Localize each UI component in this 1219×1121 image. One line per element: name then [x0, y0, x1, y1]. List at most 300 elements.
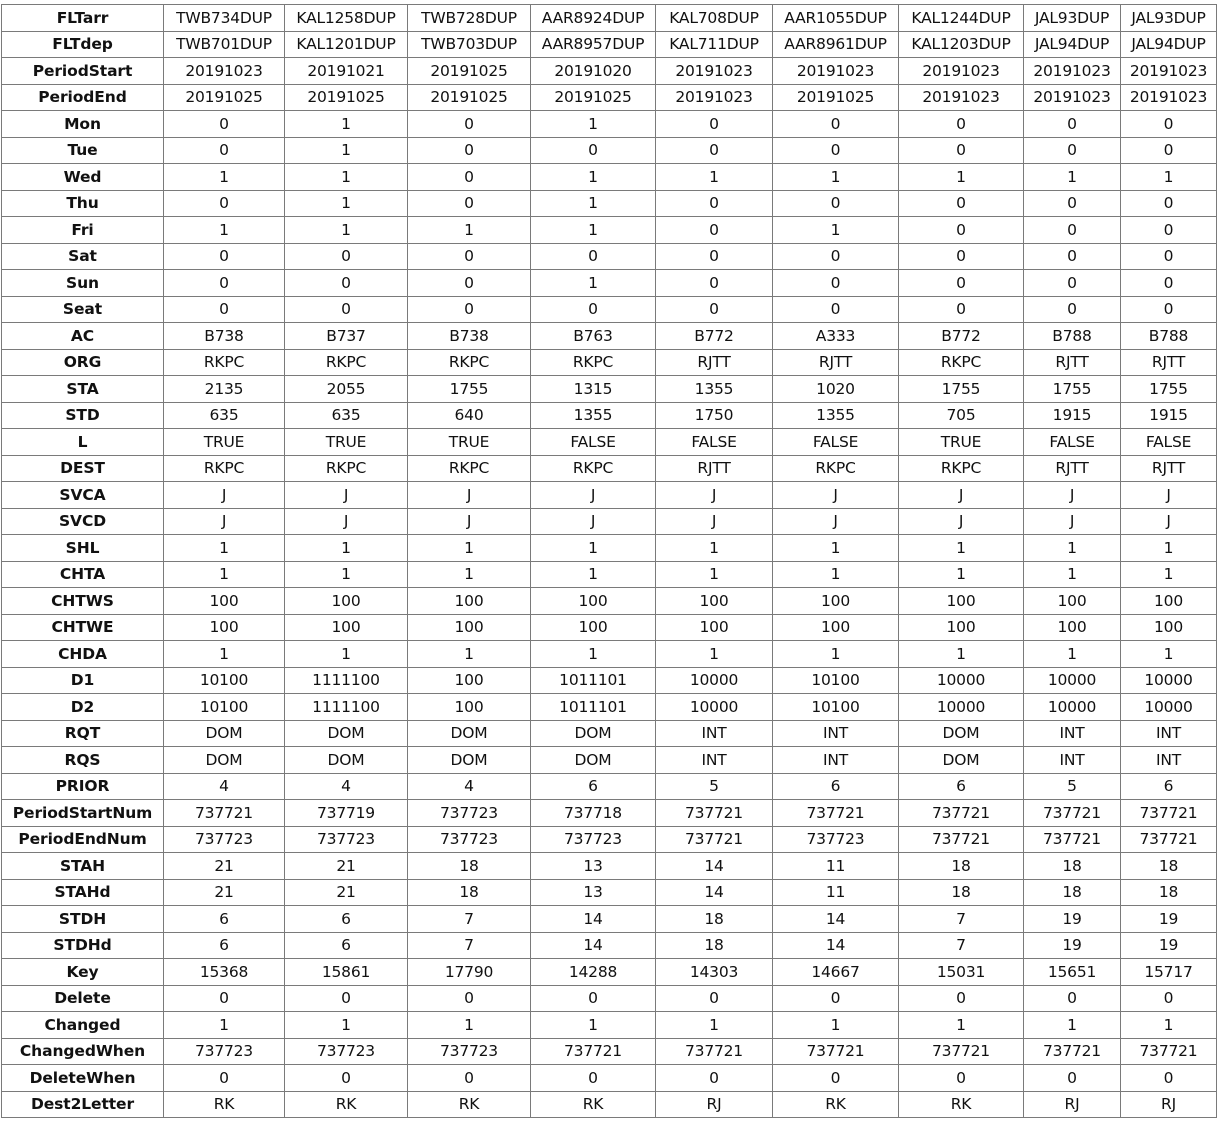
- table-cell: 100: [531, 588, 656, 615]
- table-cell: 14: [531, 906, 656, 933]
- table-cell: 0: [531, 243, 656, 270]
- table-cell: 1: [408, 1012, 531, 1039]
- table-cell: 1: [656, 561, 773, 588]
- table-cell: 1355: [773, 402, 899, 429]
- table-cell: 737721: [531, 1038, 656, 1065]
- table-cell: 20191023: [656, 58, 773, 85]
- table-cell: J: [1024, 482, 1121, 509]
- table-cell: TWB701DUP: [164, 31, 285, 58]
- table-cell: 7: [899, 932, 1024, 959]
- table-cell: 1: [531, 535, 656, 562]
- table-cell: 0: [1121, 243, 1217, 270]
- table-cell: 1: [164, 217, 285, 244]
- table-row: [2, 137, 1217, 164]
- row-header: RQS: [2, 747, 164, 774]
- table-cell: 6: [164, 906, 285, 933]
- table-cell: 100: [1024, 614, 1121, 641]
- row-header: PeriodStart: [2, 58, 164, 85]
- table-cell: 0: [164, 985, 285, 1012]
- table-cell: 10100: [164, 667, 285, 694]
- table-row: [2, 561, 1217, 588]
- table-cell: 100: [408, 667, 531, 694]
- table-cell: 1: [1024, 1012, 1121, 1039]
- table-cell: FALSE: [1024, 429, 1121, 456]
- table-cell: 20191023: [164, 58, 285, 85]
- table-cell: TRUE: [164, 429, 285, 456]
- table-cell: 100: [408, 614, 531, 641]
- table-cell: 19: [1121, 932, 1217, 959]
- table-cell: 1355: [531, 402, 656, 429]
- table-cell: 1: [408, 217, 531, 244]
- row-header: PeriodEnd: [2, 84, 164, 111]
- table-cell: 7: [408, 906, 531, 933]
- table-row: [2, 535, 1217, 562]
- row-header: SHL: [2, 535, 164, 562]
- table-row: [2, 31, 1217, 58]
- table-cell: INT: [1121, 720, 1217, 747]
- table-cell: 737723: [164, 1038, 285, 1065]
- table-cell: 1: [899, 535, 1024, 562]
- table-cell: 100: [899, 588, 1024, 615]
- table-cell: B788: [1121, 323, 1217, 350]
- table-cell: 15651: [1024, 959, 1121, 986]
- table-cell: A333: [773, 323, 899, 350]
- table-cell: 21: [285, 879, 408, 906]
- table-row: [2, 296, 1217, 323]
- table-row: [2, 879, 1217, 906]
- table-row: [2, 164, 1217, 191]
- table-row: [2, 5, 1217, 32]
- table-cell: 100: [656, 614, 773, 641]
- row-header: FLTarr: [2, 5, 164, 32]
- table-cell: 0: [1024, 243, 1121, 270]
- table-cell: RK: [531, 1091, 656, 1118]
- table-cell: 1: [164, 561, 285, 588]
- table-cell: 737721: [1121, 1038, 1217, 1065]
- table-cell: 0: [408, 111, 531, 138]
- table-row: [2, 747, 1217, 774]
- table-cell: RKPC: [285, 349, 408, 376]
- table-cell: J: [285, 508, 408, 535]
- table-cell: 10000: [1121, 694, 1217, 721]
- table-cell: TRUE: [285, 429, 408, 456]
- table-cell: DOM: [531, 720, 656, 747]
- table-cell: 1: [285, 641, 408, 668]
- table-cell: 1: [899, 561, 1024, 588]
- table-cell: 1: [773, 641, 899, 668]
- table-cell: 13: [531, 853, 656, 880]
- table-cell: J: [164, 482, 285, 509]
- table-cell: 1011101: [531, 667, 656, 694]
- table-cell: B737: [285, 323, 408, 350]
- table-cell: DOM: [285, 747, 408, 774]
- table-cell: 14: [773, 932, 899, 959]
- table-cell: 21: [164, 879, 285, 906]
- table-cell: 0: [164, 111, 285, 138]
- table-cell: RKPC: [531, 455, 656, 482]
- table-cell: RKPC: [531, 349, 656, 376]
- row-header: SVCD: [2, 508, 164, 535]
- table-cell: 6: [164, 932, 285, 959]
- table-cell: 737721: [899, 800, 1024, 827]
- table-cell: 0: [899, 296, 1024, 323]
- table-cell: 10000: [1024, 667, 1121, 694]
- table-cell: 1: [164, 641, 285, 668]
- row-header: D2: [2, 694, 164, 721]
- table-cell: 1: [164, 535, 285, 562]
- table-cell: 737723: [408, 826, 531, 853]
- row-header: CHTA: [2, 561, 164, 588]
- table-cell: 18: [1121, 853, 1217, 880]
- table-row: [2, 694, 1217, 721]
- table-cell: 11: [773, 879, 899, 906]
- row-header: Seat: [2, 296, 164, 323]
- table-cell: 20191023: [899, 58, 1024, 85]
- table-cell: 10000: [656, 694, 773, 721]
- table-cell: 5: [1024, 773, 1121, 800]
- row-header: PRIOR: [2, 773, 164, 800]
- table-cell: 737721: [899, 826, 1024, 853]
- table-cell: 100: [285, 614, 408, 641]
- table-cell: 0: [899, 190, 1024, 217]
- table-cell: 0: [773, 985, 899, 1012]
- table-cell: AAR1055DUP: [773, 5, 899, 32]
- table-cell: 10000: [899, 694, 1024, 721]
- table-cell: 15717: [1121, 959, 1217, 986]
- table-cell: RJTT: [1121, 455, 1217, 482]
- table-cell: JAL93DUP: [1121, 5, 1217, 32]
- table-cell: DOM: [408, 720, 531, 747]
- table-row: [2, 1091, 1217, 1118]
- table-cell: 737721: [1024, 800, 1121, 827]
- table-cell: JAL94DUP: [1121, 31, 1217, 58]
- row-header: STAHd: [2, 879, 164, 906]
- table-row: [2, 429, 1217, 456]
- table-cell: 1: [1024, 641, 1121, 668]
- table-cell: 1: [531, 111, 656, 138]
- table-row: [2, 985, 1217, 1012]
- table-cell: AAR8957DUP: [531, 31, 656, 58]
- row-header: Changed: [2, 1012, 164, 1039]
- table-cell: 1: [1121, 535, 1217, 562]
- table-cell: 10100: [773, 694, 899, 721]
- table-cell: 1: [285, 535, 408, 562]
- table-cell: 1: [899, 1012, 1024, 1039]
- table-cell: 0: [531, 137, 656, 164]
- row-header: DEST: [2, 455, 164, 482]
- table-cell: 2135: [164, 376, 285, 403]
- table-cell: 10000: [1024, 694, 1121, 721]
- table-cell: 14: [656, 879, 773, 906]
- table-cell: 0: [1121, 270, 1217, 297]
- row-header: PeriodStartNum: [2, 800, 164, 827]
- table-cell: 1: [1024, 535, 1121, 562]
- table-cell: 14288: [531, 959, 656, 986]
- table-cell: 1: [656, 641, 773, 668]
- table-cell: 1755: [899, 376, 1024, 403]
- table-cell: 1: [531, 270, 656, 297]
- table-cell: 737719: [285, 800, 408, 827]
- row-header: DeleteWhen: [2, 1065, 164, 1092]
- table-cell: 20191025: [773, 84, 899, 111]
- table-cell: DOM: [899, 747, 1024, 774]
- table-cell: 0: [1121, 190, 1217, 217]
- table-row: [2, 1038, 1217, 1065]
- row-header: AC: [2, 323, 164, 350]
- table-cell: 640: [408, 402, 531, 429]
- table-cell: RJTT: [1024, 455, 1121, 482]
- row-header: Wed: [2, 164, 164, 191]
- table-cell: J: [656, 508, 773, 535]
- table-cell: 0: [899, 270, 1024, 297]
- table-cell: 1: [531, 1012, 656, 1039]
- row-header: ChangedWhen: [2, 1038, 164, 1065]
- table-cell: 14: [531, 932, 656, 959]
- table-cell: 100: [773, 614, 899, 641]
- table-cell: 1: [1121, 164, 1217, 191]
- table-cell: INT: [656, 747, 773, 774]
- table-cell: J: [164, 508, 285, 535]
- table-cell: 2055: [285, 376, 408, 403]
- table-row: [2, 455, 1217, 482]
- table-cell: 1915: [1024, 402, 1121, 429]
- table-cell: 10100: [164, 694, 285, 721]
- row-header: Mon: [2, 111, 164, 138]
- table-cell: 0: [1024, 985, 1121, 1012]
- table-cell: 635: [285, 402, 408, 429]
- row-header: Dest2Letter: [2, 1091, 164, 1118]
- table-cell: 0: [531, 1065, 656, 1092]
- table-row: [2, 932, 1217, 959]
- table-cell: 1: [773, 535, 899, 562]
- table-cell: 737721: [1024, 1038, 1121, 1065]
- table-cell: 737721: [656, 1038, 773, 1065]
- table-row: [2, 641, 1217, 668]
- table-cell: RK: [408, 1091, 531, 1118]
- row-header: D1: [2, 667, 164, 694]
- row-header: Sun: [2, 270, 164, 297]
- table-cell: INT: [656, 720, 773, 747]
- table-cell: 1: [408, 561, 531, 588]
- table-cell: 0: [164, 1065, 285, 1092]
- table-cell: RJ: [656, 1091, 773, 1118]
- table-cell: FALSE: [773, 429, 899, 456]
- table-cell: 737721: [1024, 826, 1121, 853]
- table-cell: 0: [1121, 985, 1217, 1012]
- table-cell: DOM: [899, 720, 1024, 747]
- table-cell: 20191023: [1121, 58, 1217, 85]
- table-cell: 20191025: [164, 84, 285, 111]
- table-cell: 737723: [164, 826, 285, 853]
- table-cell: 100: [773, 588, 899, 615]
- table-cell: 1: [408, 535, 531, 562]
- table-cell: 100: [285, 588, 408, 615]
- table-cell: 14667: [773, 959, 899, 986]
- table-cell: 20191023: [1121, 84, 1217, 111]
- row-header: CHDA: [2, 641, 164, 668]
- table-cell: 0: [164, 296, 285, 323]
- table-row: [2, 773, 1217, 800]
- table-cell: 20191023: [899, 84, 1024, 111]
- table-cell: 6: [285, 932, 408, 959]
- table-cell: 1915: [1121, 402, 1217, 429]
- table-cell: 10000: [899, 667, 1024, 694]
- flight-schedule-table: [1, 4, 1217, 1118]
- flight-schedule-table-container: [1, 4, 1217, 1118]
- table-cell: 1: [1121, 1012, 1217, 1039]
- table-cell: 6: [1121, 773, 1217, 800]
- table-cell: RKPC: [285, 455, 408, 482]
- table-cell: 0: [164, 137, 285, 164]
- table-cell: 1315: [531, 376, 656, 403]
- table-row: [2, 826, 1217, 853]
- table-cell: KAL1201DUP: [285, 31, 408, 58]
- table-cell: 0: [285, 243, 408, 270]
- table-cell: B772: [899, 323, 1024, 350]
- table-cell: 1: [656, 164, 773, 191]
- table-cell: 1: [656, 1012, 773, 1039]
- table-cell: 1: [1024, 164, 1121, 191]
- table-cell: 1: [773, 217, 899, 244]
- table-cell: 737721: [899, 1038, 1024, 1065]
- table-cell: J: [285, 482, 408, 509]
- table-cell: RJTT: [656, 349, 773, 376]
- table-cell: 1: [773, 561, 899, 588]
- table-cell: 0: [408, 243, 531, 270]
- table-cell: 1: [164, 164, 285, 191]
- table-cell: 18: [1121, 879, 1217, 906]
- table-cell: DOM: [531, 747, 656, 774]
- table-cell: FALSE: [656, 429, 773, 456]
- table-row: [2, 1065, 1217, 1092]
- table-cell: 0: [1121, 111, 1217, 138]
- table-cell: RJTT: [1024, 349, 1121, 376]
- table-cell: 0: [773, 243, 899, 270]
- table-cell: 737721: [656, 800, 773, 827]
- table-cell: 0: [773, 137, 899, 164]
- table-cell: 19: [1024, 906, 1121, 933]
- table-cell: 6: [531, 773, 656, 800]
- table-cell: 737723: [531, 826, 656, 853]
- table-cell: 0: [1024, 111, 1121, 138]
- table-cell: B772: [656, 323, 773, 350]
- table-cell: 14: [773, 906, 899, 933]
- table-cell: 0: [1024, 137, 1121, 164]
- table-cell: RJ: [1121, 1091, 1217, 1118]
- table-cell: 13: [531, 879, 656, 906]
- row-header: Thu: [2, 190, 164, 217]
- table-cell: 1755: [408, 376, 531, 403]
- table-cell: 737723: [773, 826, 899, 853]
- table-cell: 0: [1121, 296, 1217, 323]
- table-cell: 18: [1024, 879, 1121, 906]
- table-cell: 0: [899, 111, 1024, 138]
- table-cell: RJTT: [773, 349, 899, 376]
- table-cell: 737721: [773, 800, 899, 827]
- table-cell: 1: [285, 1012, 408, 1039]
- table-cell: 0: [773, 1065, 899, 1092]
- table-cell: 0: [1024, 296, 1121, 323]
- table-cell: 0: [773, 296, 899, 323]
- table-cell: INT: [1024, 720, 1121, 747]
- table-cell: 21: [285, 853, 408, 880]
- table-cell: 1755: [1024, 376, 1121, 403]
- table-cell: 0: [656, 243, 773, 270]
- table-cell: 4: [285, 773, 408, 800]
- table-cell: 1: [1121, 641, 1217, 668]
- table-cell: 0: [1024, 270, 1121, 297]
- table-cell: 20191023: [656, 84, 773, 111]
- table-row: [2, 84, 1217, 111]
- table-cell: 18: [656, 932, 773, 959]
- row-header: Sat: [2, 243, 164, 270]
- table-cell: 18: [899, 853, 1024, 880]
- table-cell: 0: [656, 985, 773, 1012]
- table-cell: 0: [408, 1065, 531, 1092]
- table-cell: B763: [531, 323, 656, 350]
- table-cell: 0: [1024, 190, 1121, 217]
- table-cell: 705: [899, 402, 1024, 429]
- table-cell: 1: [408, 641, 531, 668]
- table-cell: TWB703DUP: [408, 31, 531, 58]
- table-cell: 20191025: [285, 84, 408, 111]
- table-cell: RKPC: [164, 455, 285, 482]
- table-cell: 19: [1121, 906, 1217, 933]
- table-cell: 17790: [408, 959, 531, 986]
- table-cell: 100: [656, 588, 773, 615]
- table-cell: 0: [899, 985, 1024, 1012]
- table-cell: AAR8924DUP: [531, 5, 656, 32]
- table-cell: TRUE: [899, 429, 1024, 456]
- table-cell: 1: [531, 217, 656, 244]
- table-row: [2, 906, 1217, 933]
- table-cell: 737721: [1121, 800, 1217, 827]
- table-cell: KAL1203DUP: [899, 31, 1024, 58]
- table-cell: J: [1024, 508, 1121, 535]
- table-cell: 10000: [656, 667, 773, 694]
- table-row: [2, 720, 1217, 747]
- table-cell: 100: [1024, 588, 1121, 615]
- table-cell: 1: [164, 1012, 285, 1039]
- table-cell: KAL1244DUP: [899, 5, 1024, 32]
- row-header: STA: [2, 376, 164, 403]
- table-cell: 0: [164, 190, 285, 217]
- row-header: STAH: [2, 853, 164, 880]
- table-cell: 0: [408, 190, 531, 217]
- table-cell: 6: [285, 906, 408, 933]
- table-cell: 0: [773, 111, 899, 138]
- row-header: STDHd: [2, 932, 164, 959]
- table-cell: 5: [656, 773, 773, 800]
- table-cell: 0: [285, 1065, 408, 1092]
- table-cell: 737718: [531, 800, 656, 827]
- table-cell: 20191025: [408, 84, 531, 111]
- table-cell: 1: [531, 561, 656, 588]
- row-header: CHTWS: [2, 588, 164, 615]
- table-cell: DOM: [408, 747, 531, 774]
- table-cell: 0: [1121, 1065, 1217, 1092]
- table-cell: KAL1258DUP: [285, 5, 408, 32]
- row-header: RQT: [2, 720, 164, 747]
- table-cell: FALSE: [1121, 429, 1217, 456]
- table-cell: 1011101: [531, 694, 656, 721]
- table-cell: 0: [285, 270, 408, 297]
- table-row: [2, 614, 1217, 641]
- table-row: [2, 243, 1217, 270]
- table-row: [2, 270, 1217, 297]
- table-cell: 1: [285, 561, 408, 588]
- table-cell: 1: [285, 217, 408, 244]
